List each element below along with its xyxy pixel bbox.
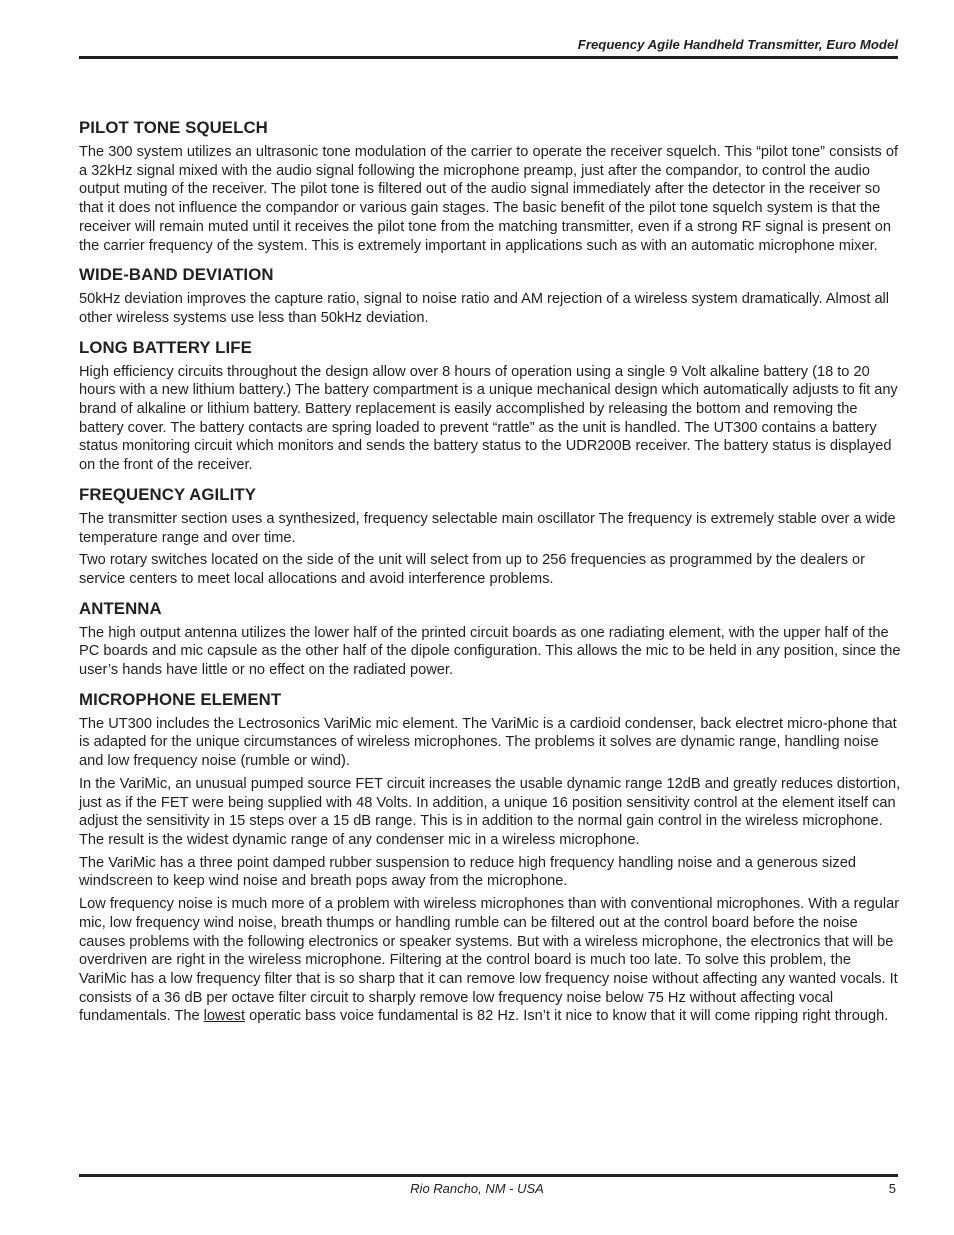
section-microphone-element — [79, 688, 901, 1026]
body-paragraph: The transmitter section uses a synthesized, frequency selectable main oscillator The frequency is extremely stable over a wide temperature range and over time. — [79, 510, 896, 546]
header-rule — [79, 56, 898, 59]
section-heading: FREQUENCY AGILITY — [79, 484, 256, 504]
body-paragraph: The VariMic has a three point damped rubber suspension to reduce high frequency handling noise and a generous sized windscreen to keep wind noise and breath pops away from the microphone. — [79, 854, 856, 890]
body-paragraph: High efficiency circuits throughout the design allow over 8 hours of operation using a single 9 Volt alkaline battery (18 to 20 hours with a new lithium battery.) The battery compartment is a unique mechanical design which automatically adjusts to fit any brand of alkaline or lithium battery. Battery replacement is easily accomplished by releasing the bottom and removing the battery cover. The battery contacts are spring loaded to prevent “rattle” as the unit is handled. The UT300 contains a battery status monitoring circuit which monitors and sends the battery status to the UDR200B receiver. The battery status is displayed on the front of the receiver. — [79, 363, 898, 474]
footer-rule — [79, 1174, 898, 1177]
footer-location: Rio Rancho, NM - USA — [410, 1181, 544, 1196]
running-header: Frequency Agile Handheld Transmitter, Euro Model — [577, 37, 898, 52]
section-heading: LONG BATTERY LIFE — [79, 337, 252, 357]
section-wide-band-deviation — [79, 263, 901, 327]
page-body — [79, 116, 901, 1034]
section-antenna — [79, 597, 901, 680]
section-heading: WIDE-BAND DEVIATION — [79, 265, 274, 285]
body-paragraph: The 300 system utilizes an ultrasonic tone modulation of the carrier to operate the receiver squelch. This “pilot tone” consists of a 32kHz signal mixed with the audio signal following the microphone preamp, just after the compandor, to control the audio output muting of the receiver. The pilot tone is filtered out of the audio signal immediately after the detector in the receiver so that it does not influence the compandor or various gain stages. The basic benefit of the pilot tone squelch system is that the receiver will remain muted until it receives the pilot tone from the matching transmitter, even if a strong RF signal is present on the carrier frequency of the system. This is extremely important in applications such as with an automatic microphone mixer. — [79, 144, 899, 254]
underlined-word: lowest — [203, 1008, 246, 1025]
section-pilot-tone-squelch — [79, 116, 901, 255]
section-heading: ANTENNA — [79, 598, 162, 618]
body-paragraph: Two rotary switches located on the side of the unit will select from up to 256 frequencies as programmed by the dealers or service centers to meet local allocations and avoid interference problems. — [79, 552, 866, 587]
body-paragraph: The high output antenna utilizes the lower half of the printed circuit boards as one radiating element, with the upper half of the PC boards and mic capsule as the other half of the dipole configuration. This allows the mic to be held in any position, since the user’s hands have little or no effect on the radiated power. — [79, 624, 901, 679]
section-frequency-agility — [79, 483, 901, 589]
text-run: Low frequency noise is much more of a problem with wireless microphones than with conventional microphones. With a regular mic, low frequency wind noise, breath thumps or handling rumble can be filtered out at the control board before the noise causes problems with the following electronics or speaker systems. But with a wireless microphone, the electronics that will be overdriven are right in the wireless microphone. Filtering at the control board is much too late. To solve this problem, the VariMic has a low frequency filter that is so sharp that it can remove low frequency noise without affecting any wanted vocals. It consists of a 36 dB per octave filter circuit to sharply remove low frequency noise below 75 Hz without affecting vocal fundamentals. The — [79, 896, 900, 1025]
page-number: 5 — [888, 1181, 896, 1196]
body-paragraph: In the VariMic, an unusual pumped source FET circuit increases the usable dynamic range 12dB and greatly reduces distortion, just as if the FET were being supplied with 48 Volts. In addition, a unique 16 position sensitivity control at the element itself can adjust the sensitivity in 15 steps over a 15 dB range. This is in addition to the normal gain control in the wireless microphone. The result is the widest dynamic range of any condenser mic in a wireless microphone. — [79, 775, 901, 848]
section-long-battery-life — [79, 336, 901, 475]
body-paragraph-low-frequency — [79, 895, 901, 1026]
section-heading: MICROPHONE ELEMENT — [79, 689, 282, 709]
section-heading: PILOT TONE SQUELCH — [79, 118, 268, 137]
body-paragraph: 50kHz deviation improves the capture ratio, signal to noise ratio and AM rejection of a wireless system dramatically. Almost all other wireless systems use less than 50kHz deviation. — [79, 291, 890, 326]
body-paragraph: The UT300 includes the Lectrosonics VariMic mic element. The VariMic is a cardioid condenser, back electret micro-phone that is adapted for the unique circumstances of wireless microphones. The problems it solves are dynamic range, handling noise and low frequency noise (rumble or wind). — [79, 715, 897, 770]
text-run: operatic bass voice fundamental is 82 Hz. Isn’t it nice to know that it will come ripping right through. — [245, 1008, 889, 1025]
